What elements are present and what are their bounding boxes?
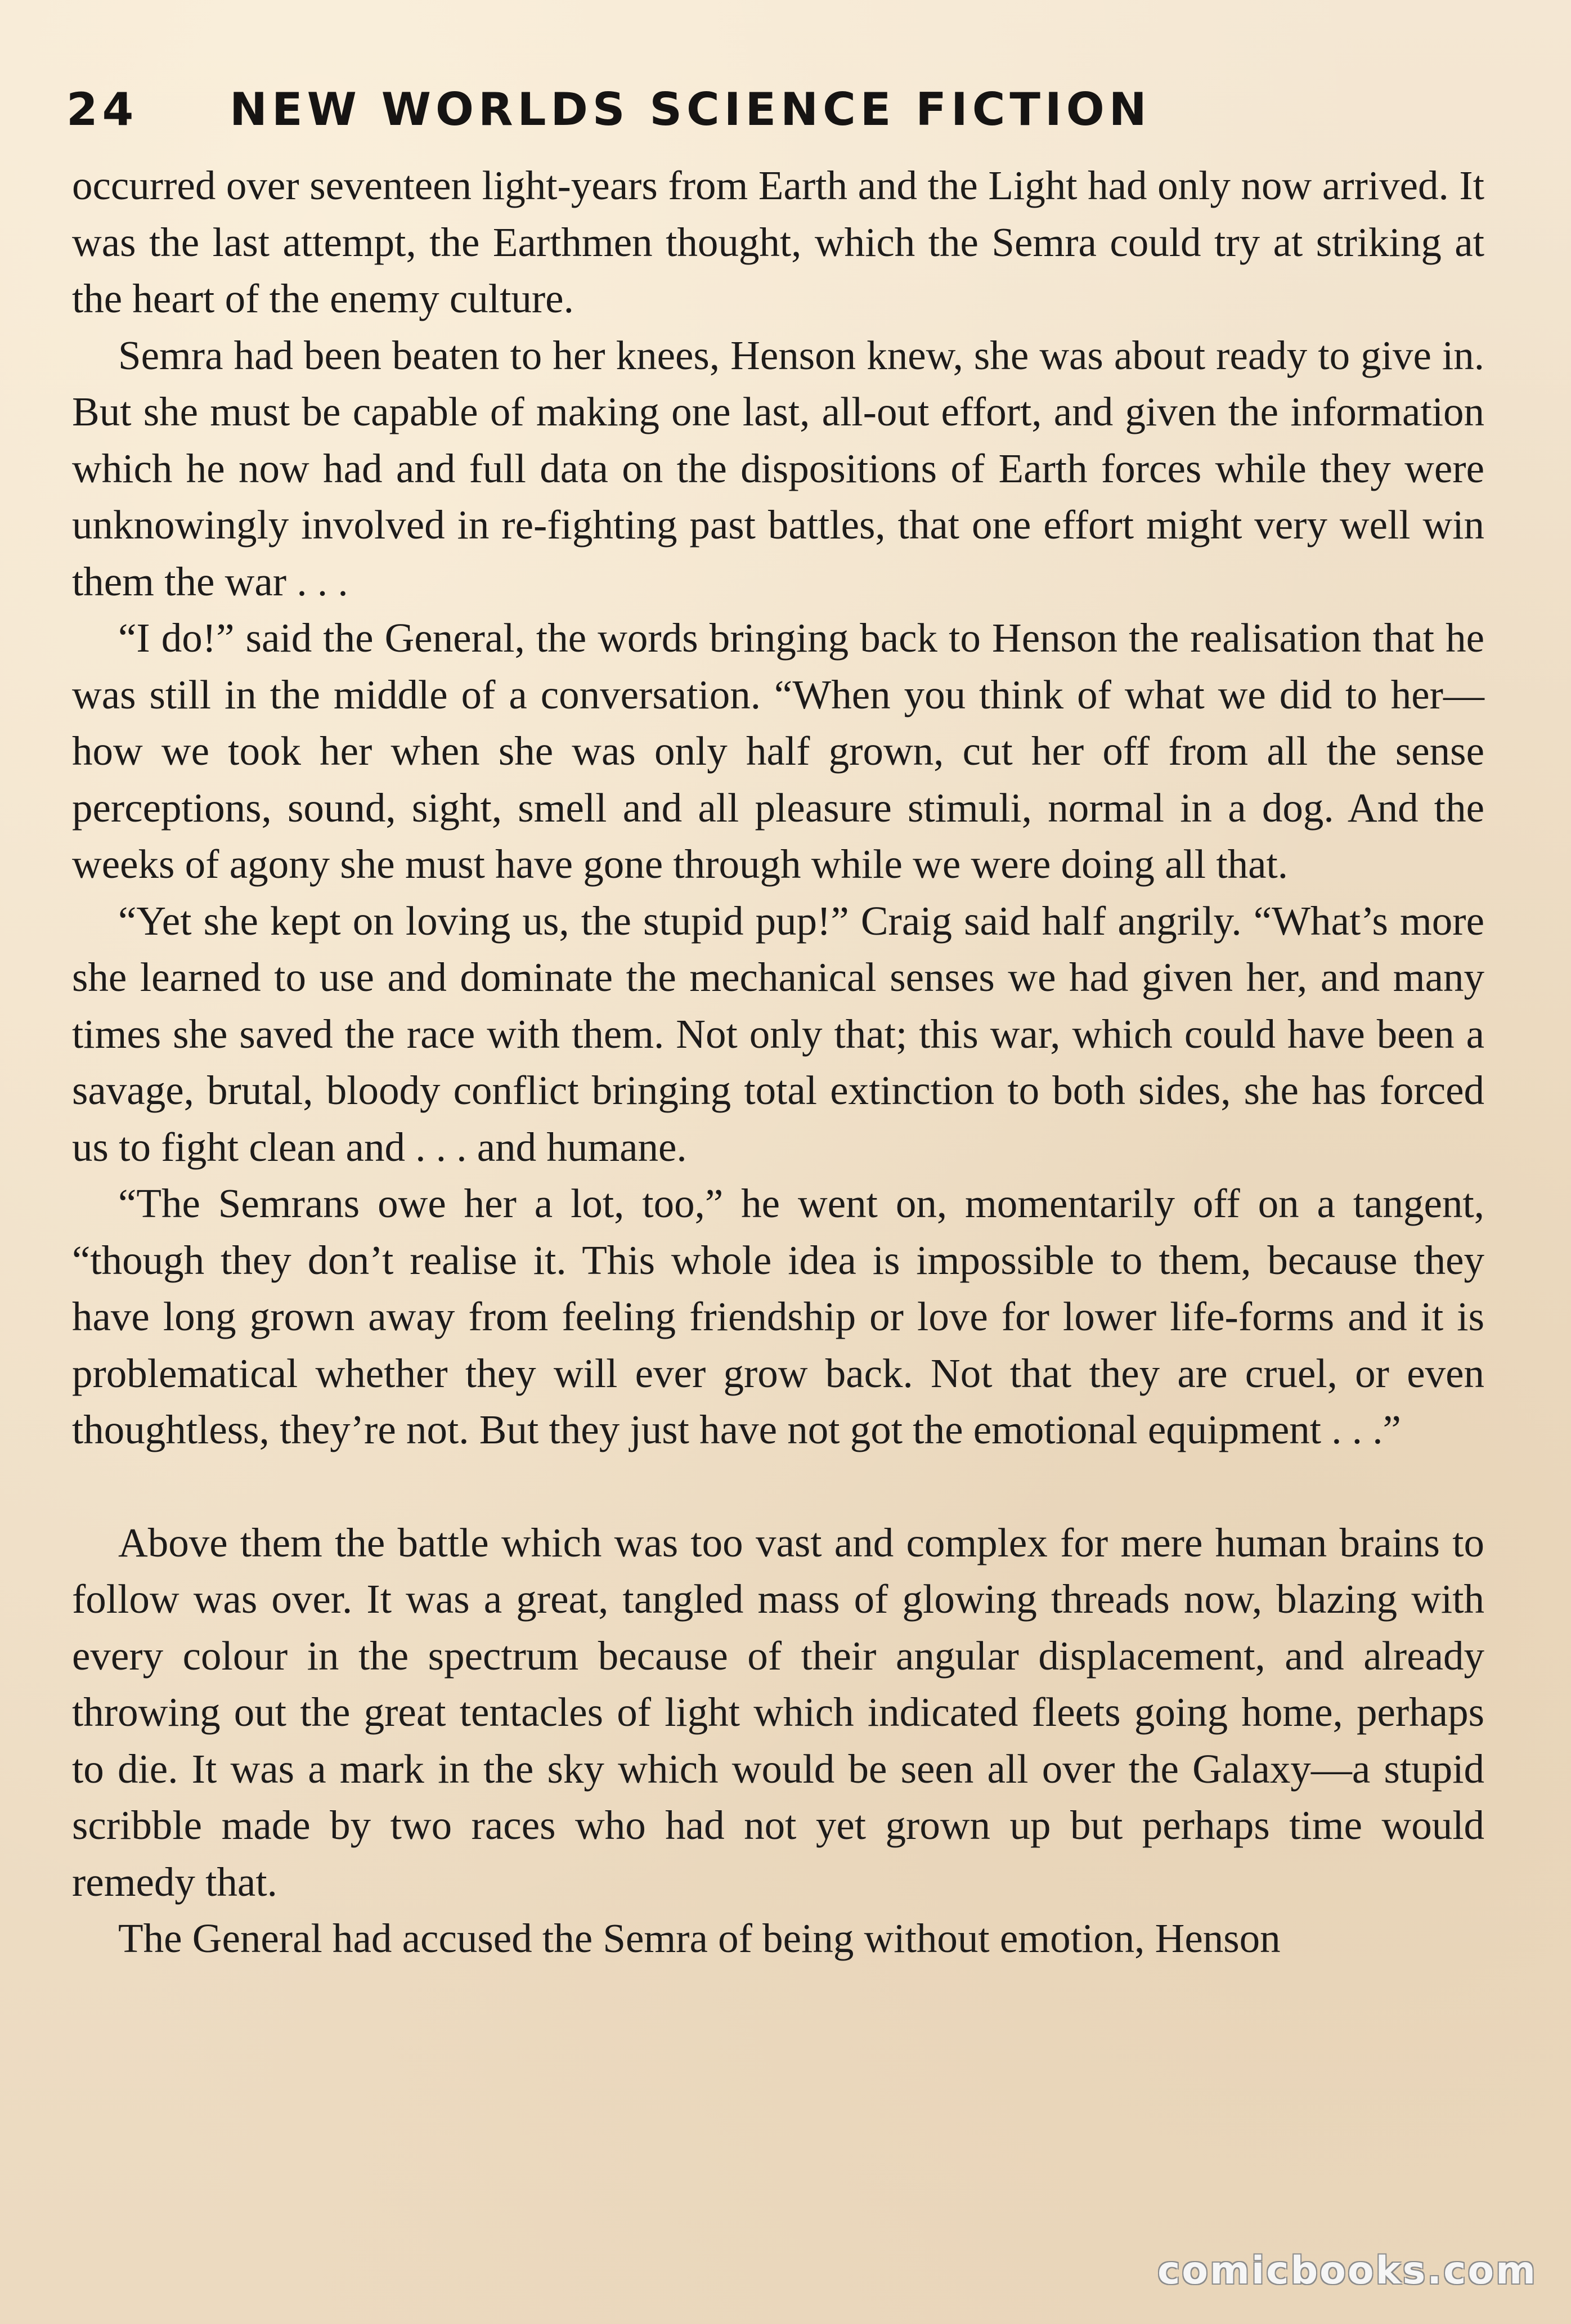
paragraph-continued: occurred over seventeen light-years from Earth and the Light had only now arrived. It was the last attempt, the Earthmen thought, which the Semra could try at striking at the heart of the enemy culture. [72, 163, 1484, 321]
story-text [72, 158, 1484, 1967]
paragraph: Semra had been beaten to her knees, Henson knew, she was about ready to give in. But she must be capable of making one last, all-out effort, and given the information which he now had and full data on the dispositions of Earth forces while they were unknowingly involved in re-fighting past battles, that one effort might very well win them the war . . . [72, 332, 1484, 604]
page-number: 24 [66, 83, 138, 136]
paragraph-after-section-break: Above them the battle which was too vast and complex for mere human brains to follow was over. It was a great, tangled mass of glowing threads now, blazing with every colour in the spectrum because of their angular displacement, and already throwing out the great tentacles of light which indicated fleets going home, perhaps to die. It was a mark in the sky which would be seen all over the Galaxy—a stupid scribble made by two races who had not yet grown up but perhaps time would remedy that. [72, 1519, 1484, 1905]
magazine-title: NEW WORLDS SCIENCE FICTION [230, 83, 1151, 136]
site-watermark: comicbooks.com [1157, 2249, 1537, 2293]
paragraph-last: The General had accused the Semra of being without emotion, Henson [118, 1915, 1281, 1961]
running-header [66, 79, 1361, 141]
paragraph: “I do!” said the General, the words bringing back to Henson the realisation that he was still in the middle of a conversation. “When you think of what we did to her—how we took her when she was only half grown, cut her off from all the sense perceptions, sound, sight, smell and all pleasure stimuli, normal in a dog. And the weeks of agony she must have gone through while we were doing all that. [72, 615, 1484, 887]
paragraph: “The Semrans owe her a lot, too,” he went on, momentarily off on a tangent, “though they don’t realise it. This whole idea is impossible to them, because they have long grown away from feeling friendship or love for lower life-forms and it is problematical whether they will ever grow back. Not that they are cruel, or even thoughtless, they’re not. But they just have not got the emotional equipment . . .” [72, 1181, 1484, 1452]
paragraph: “Yet she kept on loving us, the stupid pup!” Craig said half angrily. “What’s more she learned to use and dominate the mechanical senses we had given her, and many times she saved the race with them. Not only that; this war, which could have been a savage, brutal, bloody conflict bringing total extinction to both sides, she has forced us to fight clean and . . . and humane. [72, 898, 1484, 1170]
